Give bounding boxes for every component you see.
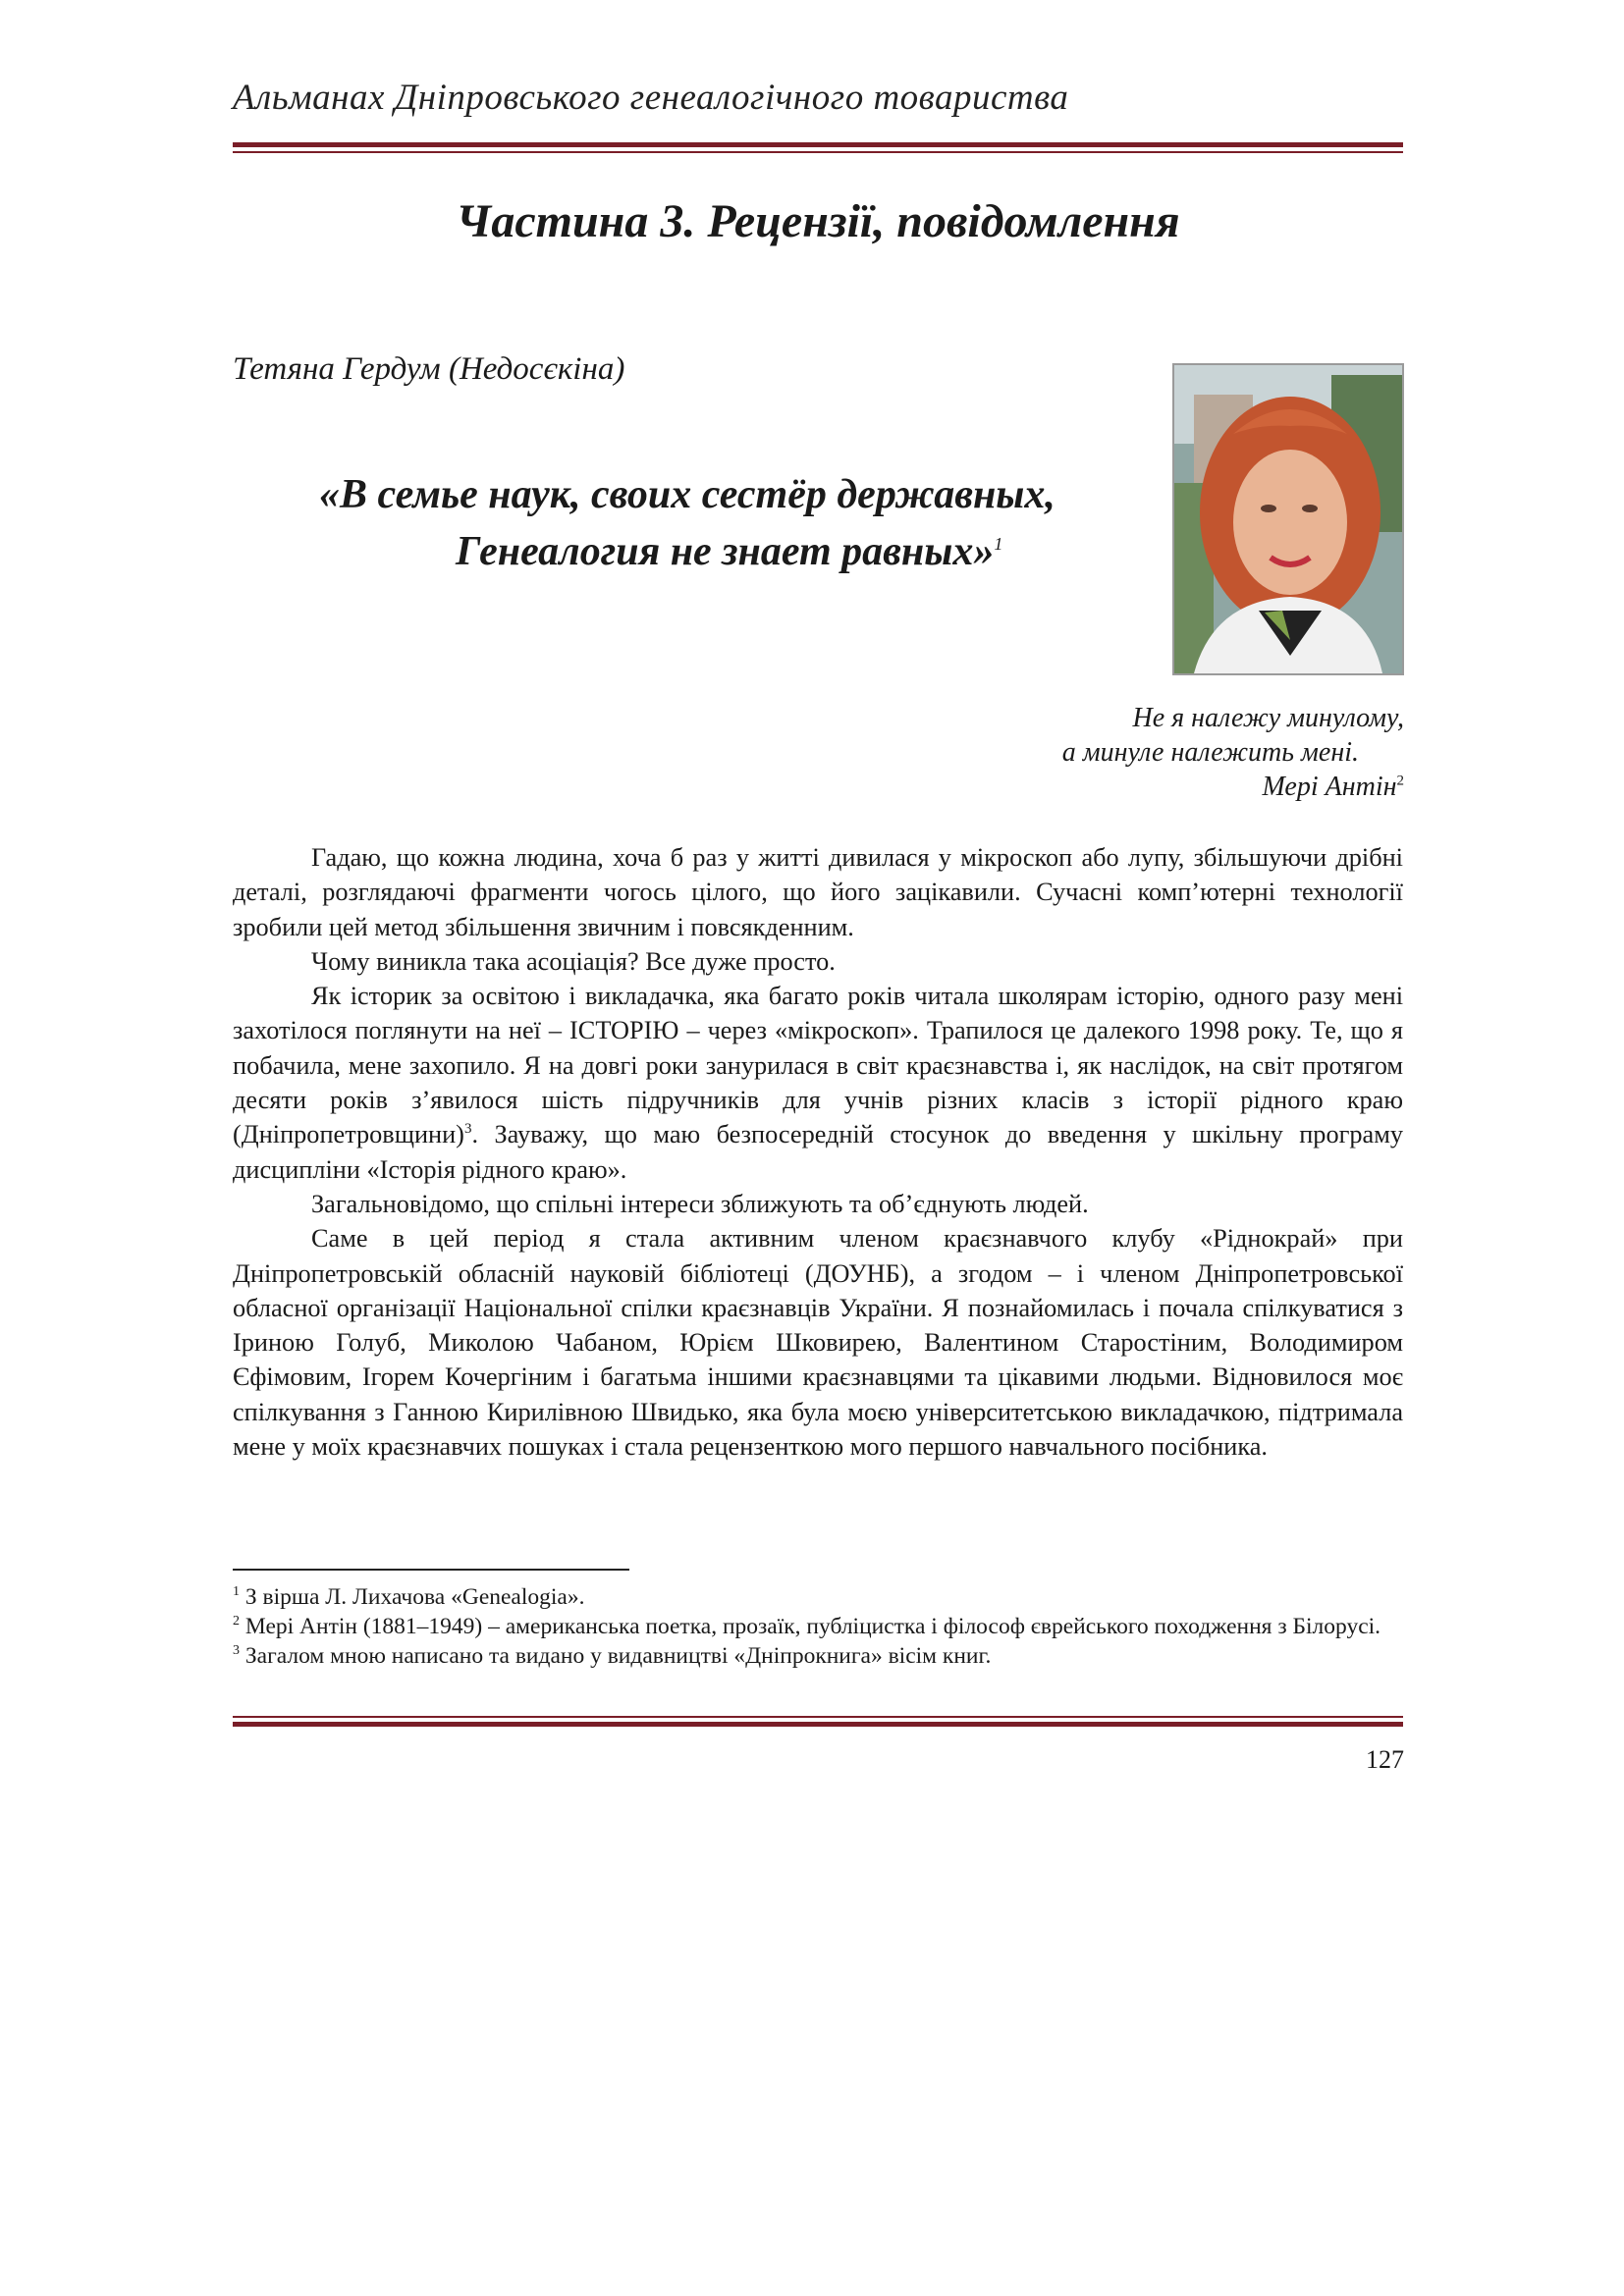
section-title: Частина 3. Рецензії, повідомлення (456, 195, 1180, 247)
footnote: $^2$ Мері Антін (1881–1949) – американська поетка, прозаїк, публіцистка і філософ єврейського походження з Білорусі. (233, 1614, 1381, 1639)
paragraph-2: Чому виникла така асоціація? Все дуже просто. (311, 946, 836, 976)
footnote-separator (233, 1569, 629, 1571)
header-rule-thin (233, 151, 1403, 153)
paragraph-5: Саме в цей період я стала активним членом краєзнавчого клубу «Ріднокрай» при Дніпропетровській обласній науковій бібліотеці (ДОУНБ), а згодом – і членом Дніпропетровської обласної організації Національної спілки краєзнавців України. Я познайомилась і почала спілкуватися з Іриною Голуб, Миколою Чабаном, Юрієм Шковирею, Валентином Старостіним, Володимиром Єфімовим, Ігорем Кочергіним і багатьма іншими краєзнавцями та цікавими людьми. Відновилося моє спілкування з Ганною Кирилівною Швидько, яка була моєю університетською викладачкою, підтримала мене у моїх краєзнавчих пошуках і стала рецензенткою мого першого навчального посібника. (233, 1224, 1403, 1462)
epigraph-line-2: а минуле належить мені. (1061, 737, 1359, 768)
footnote: $^3$ Загалом мною написано та видано у видавництві «Дніпрокнига» вісім книг. (233, 1643, 992, 1669)
epigraph-footnote-ref: 2 (1396, 773, 1404, 789)
article-body (233, 840, 1403, 1464)
body-footnote-ref: 3 (463, 1121, 472, 1138)
page-number: 127 (1366, 1745, 1404, 1774)
author-portrait-icon (1172, 363, 1404, 675)
epigraph-line-1: Не я належу минулому, (1132, 703, 1404, 733)
article-author: Тетяна Гердум (Недосєкіна) (233, 351, 625, 387)
epigraph-author: Мері Антін$^2$ (1262, 772, 1404, 802)
footer-rule-thick (233, 1722, 1403, 1727)
paragraph-3: Як історик за освітою і викладачка, яка багато років читала школярам історію, одного разу мені захотілося поглянути на неї – ІСТОРІЮ – через «мікроскоп». Трапилося це далекого 1998 року. Те, що я побачила, мене захопило. Я на довгі роки занурилася в світ краєзнавства і, як наслідок, на світ протягом десяти років з’явилося шість підручників для учнів різних класів з історії рідного краю (Дніпропетровщини)$^3$. Зауважу, що маю безпосередній стосунок до введення у шкільну програму дисципліни «Історія рідного краю». (233, 982, 1403, 1184)
footer-rule-thin (233, 1716, 1403, 1718)
running-head: Альманах Дніпровського генеалогічного товариства (233, 78, 1069, 118)
footnotes (233, 1582, 1403, 1671)
footnote: $^1$ З вірша Л. Лихачова «Genealogia». (233, 1584, 585, 1610)
title-footnote-ref: 1 (994, 534, 1003, 554)
paragraph-4: Загальновідомо, що спільні інтереси зближують та об’єднують людей. (311, 1189, 1089, 1218)
article-title-line-1: «В семье наук, своих сестёр державных, (319, 472, 1056, 517)
header-rule-thick (233, 142, 1403, 147)
article-title-line-2: Генеалогия не знает равных»$^1$ (456, 529, 1003, 574)
paragraph-1: Гадаю, що кожна людина, хоча б раз у житті дивилася у мікроскоп або лупу, збільшуючи дрібні деталі, розглядаючі фрагменти чогось цілого, що його зацікавили. Сучасні комп’ютерні технології зробили цей метод збільшення звичним і повсякденним. (233, 843, 1403, 941)
